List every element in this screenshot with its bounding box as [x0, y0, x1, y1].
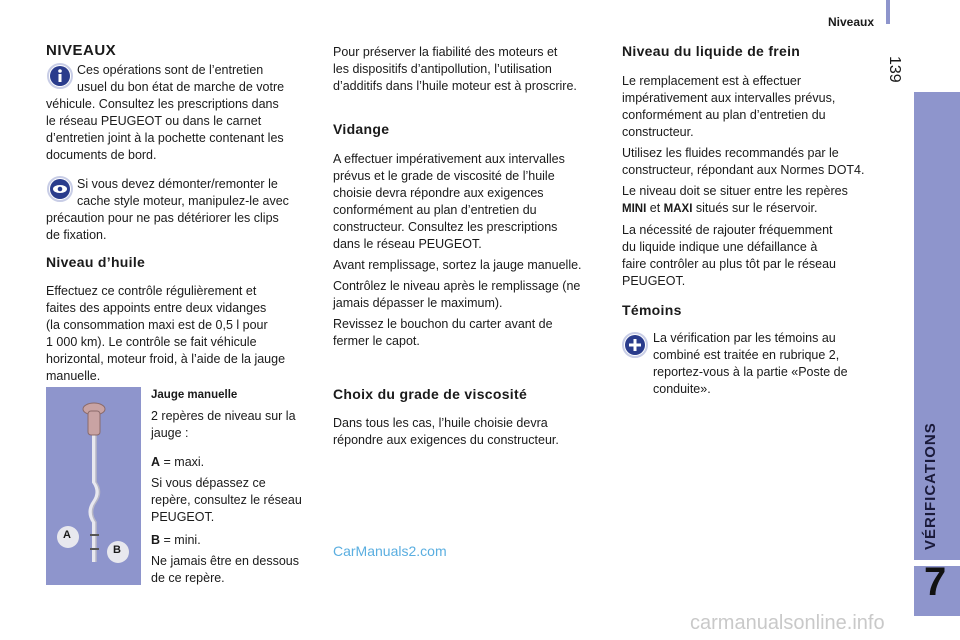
- marker-a: A: [63, 529, 71, 541]
- eye-line: Si vous devez démonter/remonter le: [77, 177, 278, 191]
- text-line: prévus et le grade de viscosité de l’huile: [333, 169, 555, 183]
- eye-line: de fixation.: [46, 228, 107, 242]
- intro-col2: [333, 44, 613, 95]
- heading-niveau-huile: Niveau d’huile: [46, 254, 146, 270]
- marker-b: B: [113, 544, 121, 556]
- text-line: constructeur, répondant aux Normes DOT4.: [622, 163, 865, 177]
- text-line: Avant remplissage, sortez la jauge manuelle.: [333, 258, 582, 272]
- text-line: reportez-vous à la partie «Poste de: [653, 365, 848, 379]
- eye-text: [46, 176, 316, 244]
- text-line: répondre aux exigences du constructeur.: [333, 433, 559, 447]
- text-line: de ce repère.: [151, 571, 225, 585]
- jauge-block: [151, 387, 321, 587]
- text-line: horizontal, moteur froid, à l’aide de la jauge: [46, 352, 286, 366]
- heading-frein: Niveau du liquide de frein: [622, 43, 801, 59]
- sidebar-label: VÉRIFICATIONS: [922, 422, 939, 550]
- text-line: PEUGEOT.: [622, 274, 686, 288]
- text-line: jamais dépasser le maximum).: [333, 296, 503, 310]
- text-line: repère, consultez le réseau: [151, 493, 302, 507]
- text-line: impérativement aux intervalles prévus,: [622, 91, 836, 105]
- text-line: A effectuer impérativement aux intervalles: [333, 152, 565, 166]
- text-line: Effectuez ce contrôle régulièrement et: [46, 284, 257, 298]
- page-title: NIVEAUX: [46, 42, 117, 59]
- text-line: La vérification par les témoins au: [653, 331, 836, 345]
- text-line: constructeur.: [622, 125, 694, 139]
- text-a: = maxi.: [160, 455, 205, 469]
- eye-line: précaution pour ne pas détériorer les clips: [46, 211, 279, 225]
- info-line: le réseau PEUGEOT ou dans le carnet: [46, 114, 262, 128]
- text-line: du liquide indique une défaillance à: [622, 240, 818, 254]
- info-line: documents de bord.: [46, 148, 157, 162]
- frein-text: [622, 73, 902, 290]
- dipstick-illustration: [46, 387, 141, 585]
- text-line: fermer le capot.: [333, 334, 420, 348]
- temoins-text: [653, 330, 893, 398]
- viscosite-text: [333, 415, 613, 449]
- text-line: Le niveau doit se situer entre les repères: [622, 184, 848, 198]
- text-et: et: [646, 201, 664, 215]
- text-line: Ne jamais être en dessous: [151, 554, 299, 568]
- info-line: usuel du bon état de marche de votre: [77, 80, 285, 94]
- text-b: = mini.: [160, 533, 201, 547]
- text-line: Utilisez les fluides recommandés par le: [622, 146, 839, 160]
- chapter-number: 7: [924, 560, 947, 604]
- text-line: Contrôlez le niveau après le remplissage (ne: [333, 279, 581, 293]
- text-line: Si vous dépassez ce: [151, 476, 266, 490]
- text-line: conformément au plan d’entretien du: [622, 108, 826, 122]
- text-line: conduite».: [653, 382, 711, 396]
- text-line: choisie devra répondre aux exigences: [333, 186, 544, 200]
- header-section-label: Niveaux: [828, 15, 875, 29]
- text-line: manuelle.: [46, 369, 101, 383]
- watermark-footer: carmanualsonline.info: [690, 612, 885, 634]
- heading-viscosite: Choix du grade de viscosité: [333, 386, 528, 402]
- text-line: 1 000 km). Le contrôle se fait véhicule: [46, 335, 257, 349]
- text-line: 2 repères de niveau sur la: [151, 409, 296, 423]
- heading-temoins: Témoins: [622, 302, 682, 318]
- letter-a: A: [151, 455, 161, 469]
- text-line: constructeur. Consultez les prescriptions: [333, 220, 558, 234]
- niveau-huile-text: [46, 283, 316, 385]
- info-line: véhicule. Consultez les prescriptions dans: [46, 97, 279, 111]
- letter-b: B: [151, 533, 161, 547]
- header-bar: [886, 0, 890, 24]
- info-line: Ces opérations sont de l’entretien: [77, 63, 264, 77]
- mini-label: MINI: [622, 203, 647, 215]
- dipstick-icon: [46, 387, 141, 585]
- text-line: jauge :: [151, 426, 189, 440]
- text-line: (la consommation maxi est de 0,5 l pour: [46, 318, 268, 332]
- eye-line: cache style moteur, manipulez-le avec: [77, 194, 289, 208]
- info-text: [46, 62, 316, 164]
- text-line: Dans tous les cas, l’huile choisie devra: [333, 416, 548, 430]
- heading-vidange: Vidange: [333, 121, 390, 137]
- text-line: Revissez le bouchon du carter avant de: [333, 317, 553, 331]
- text-line: d’additifs dans l’huile moteur est à proscrire.: [333, 79, 577, 93]
- text-line: Pour préserver la fiabilité des moteurs et: [333, 45, 558, 59]
- text-line: conformément au plan d’entretien du: [333, 203, 537, 217]
- text-line: Le remplacement est à effectuer: [622, 74, 802, 88]
- text-line: les dispositifs d’antipollution, l’utilisation: [333, 62, 552, 76]
- text-line: faites des appoints entre deux vidanges: [46, 301, 267, 315]
- text-line: dans le réseau PEUGEOT.: [333, 237, 482, 251]
- text-rest: situés sur le réservoir.: [692, 201, 818, 215]
- text-line: La nécessité de rajouter fréquemment: [622, 223, 833, 237]
- text-line: faire contrôler au plus tôt par le réseau: [622, 257, 837, 271]
- watermark-carmanuals: CarManuals2.com: [333, 543, 447, 559]
- page-number: 139: [886, 56, 903, 83]
- vidange-text: [333, 151, 613, 350]
- plus-icon: [622, 332, 648, 358]
- text-line: combiné est traitée en rubrique 2,: [653, 348, 840, 362]
- maxi-label: MAXI: [663, 203, 693, 215]
- text-line: PEUGEOT.: [151, 510, 215, 524]
- info-line: d’entretien joint à la pochette contenant les: [46, 131, 284, 145]
- jauge-heading: Jauge manuelle: [151, 389, 238, 401]
